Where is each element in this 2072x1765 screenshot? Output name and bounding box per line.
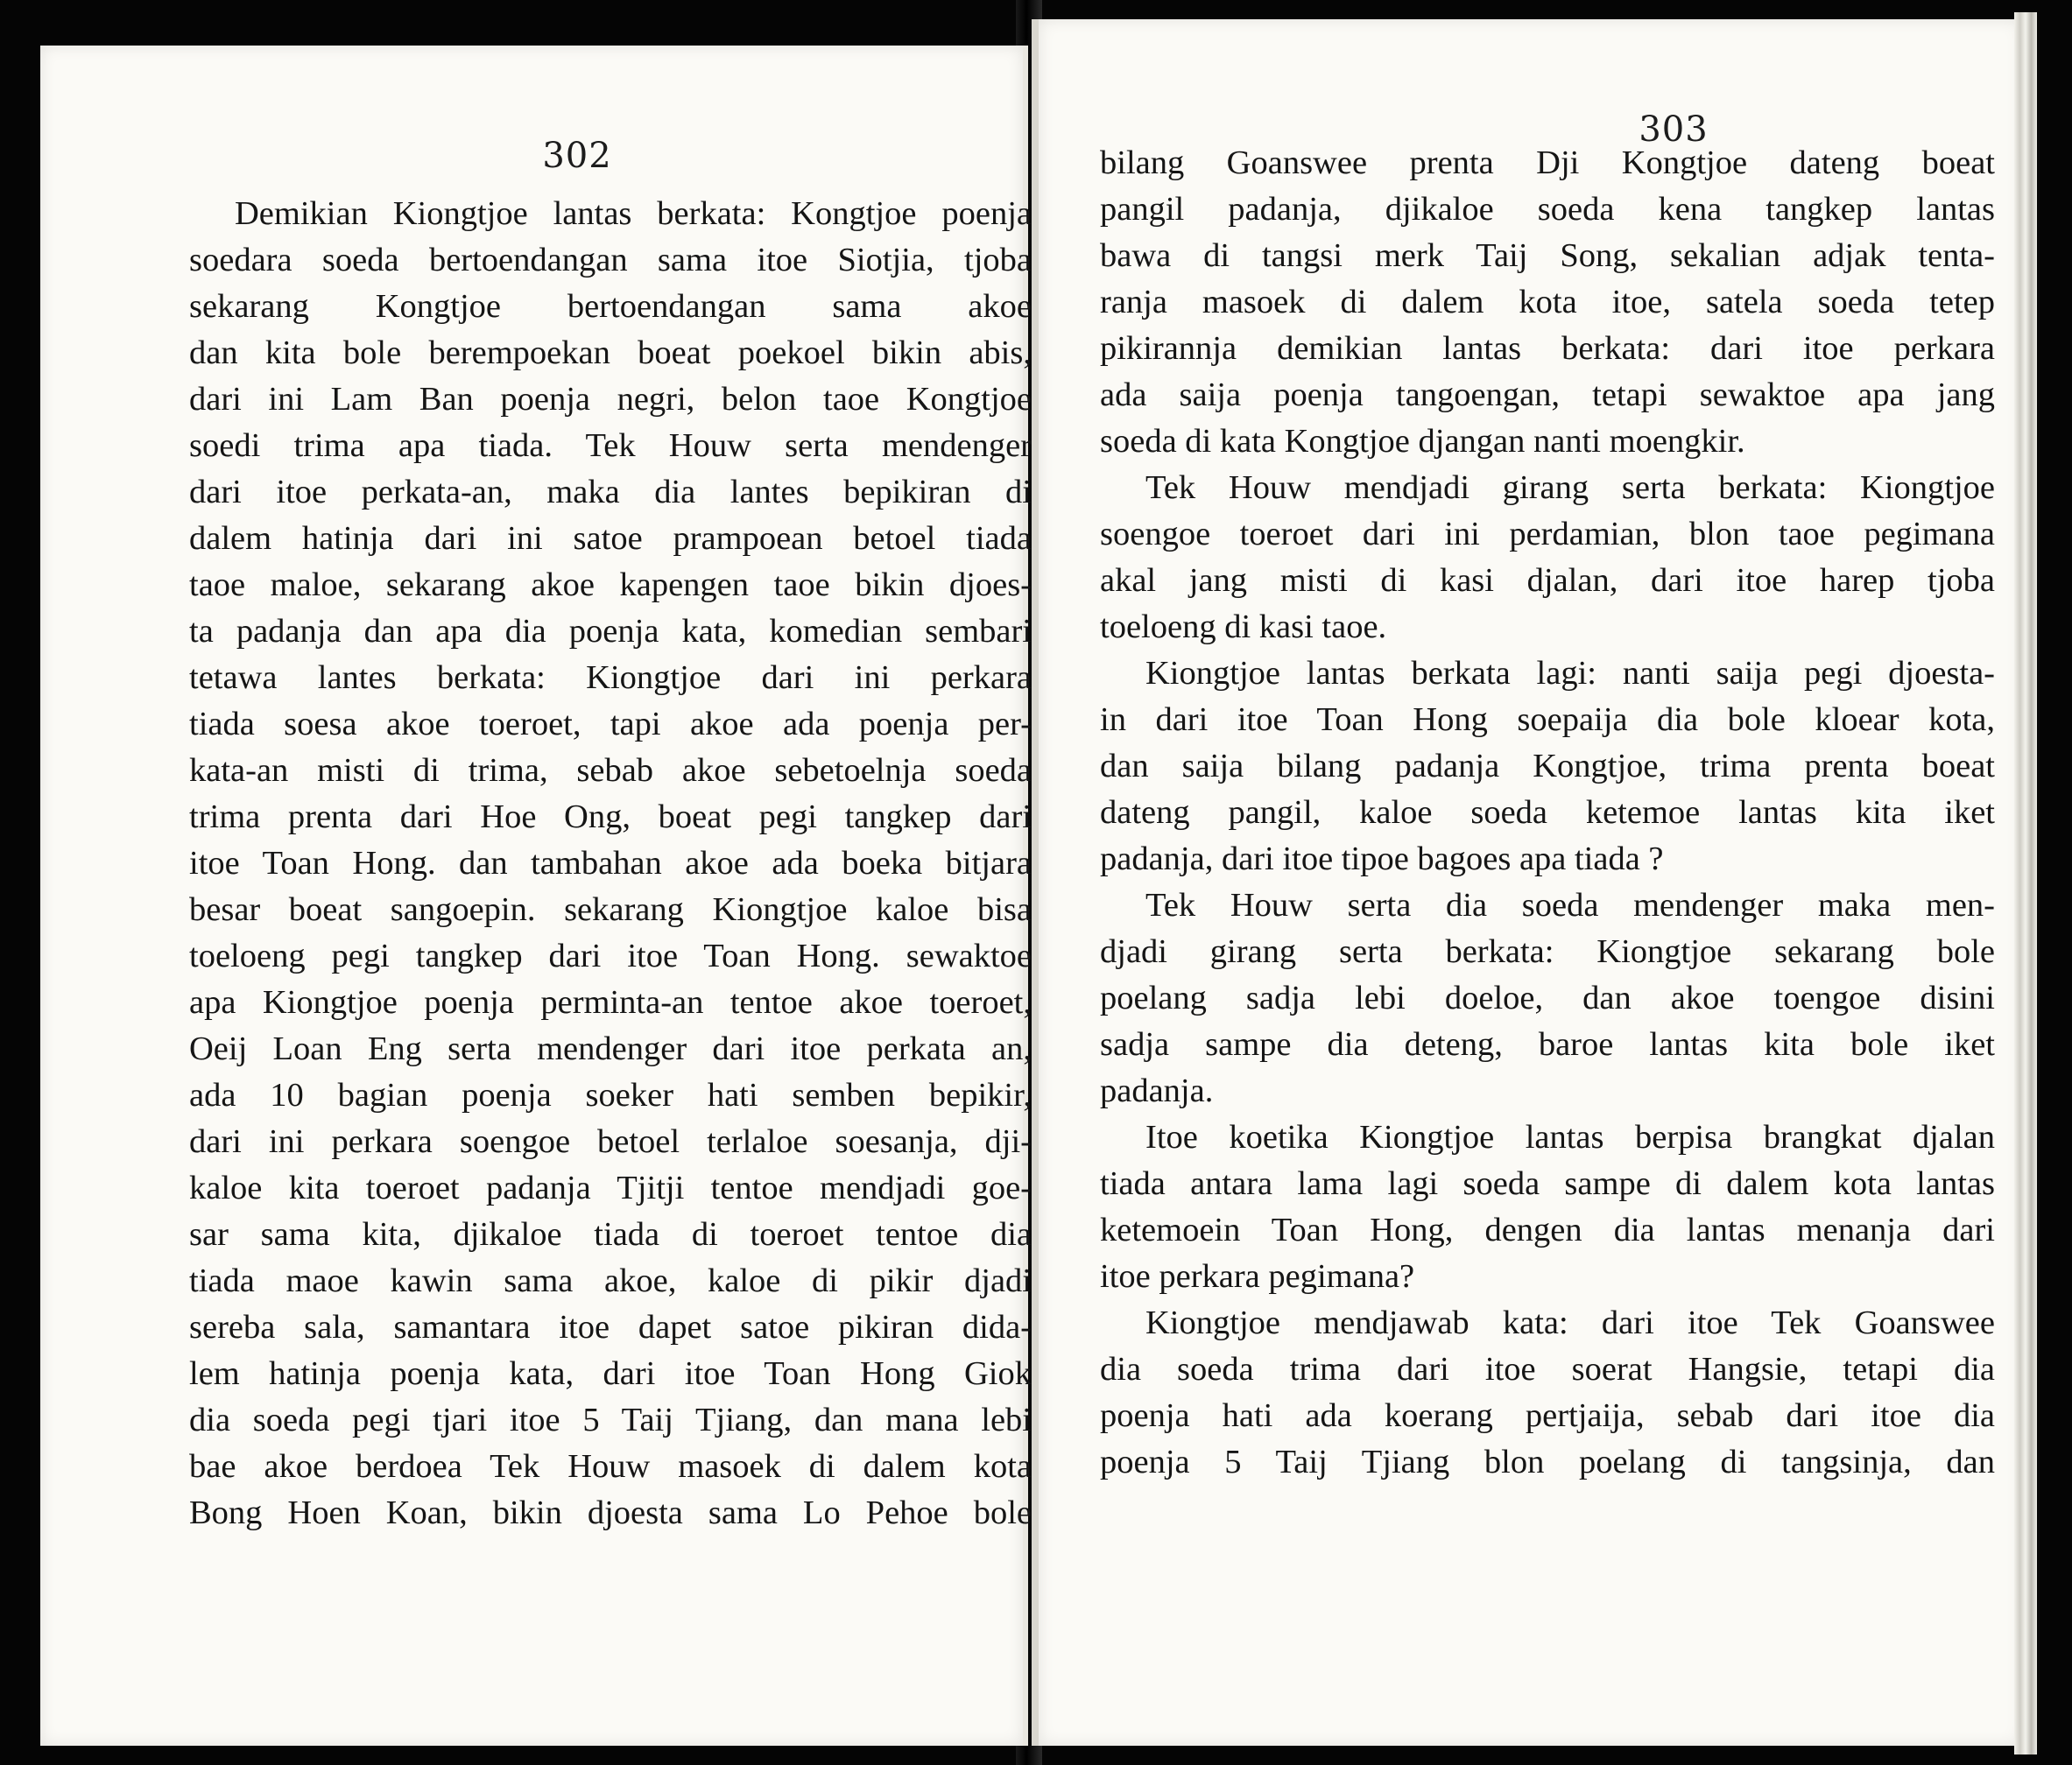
- left-page-line: kaloe kita toeroet padanja Tjitji tentoe mendjadi goe-: [189, 1170, 1032, 1206]
- right-page-line: ada saija poenja tangoengan, tetapi sewaktoe apa jang: [1100, 376, 1995, 413]
- right-page-line: Tek Houw serta dia soeda mendenger maka men-: [1145, 887, 1995, 924]
- right-page-line: Tek Houw mendjadi girang serta berkata: Kiongtjoe: [1145, 469, 1995, 506]
- left-page-line: sereba sala, samantara itoe dapet satoe pikiran dida-: [189, 1309, 1032, 1346]
- right-page-line: in dari itoe Toan Hong soepaija dia bole kloear kota,: [1100, 701, 1995, 738]
- left-page-line: itoe Toan Hong. dan tambahan akoe ada boeka bitjara: [189, 845, 1032, 882]
- right-page-line: pangil padanja, djikaloe soeda kena tangkep lantas: [1100, 191, 1995, 228]
- left-page-line: kata-an misti di trima, sebab akoe sebetoelnja soeda: [189, 752, 1032, 789]
- left-page-line: soedara soeda bertoendangan sama itoe Siotjia, tjoba: [189, 242, 1032, 278]
- right-page-line: bilang Goanswee prenta Dji Kongtjoe dateng boeat: [1100, 144, 1995, 181]
- left-page-text: [189, 191, 1032, 1536]
- left-page-line: tiada soesa akoe toeroet, tapi akoe ada poenja per-: [189, 706, 1032, 742]
- right-page-line: sadja sampe dia deteng, baroe lantas kita bole iket: [1100, 1026, 1995, 1063]
- left-page-line: dalem hatinja dari ini satoe prampoean betoel tiada: [189, 520, 1032, 557]
- right-page-text: [1100, 140, 1995, 1486]
- right-page-line: toeloeng di kasi taoe.: [1100, 608, 1387, 645]
- left-page-line: ada 10 bagian poenja soeker hati semben bepikir,: [189, 1077, 1032, 1114]
- right-page-line: Kiongtjoe lantas berkata lagi: nanti saija pegi djoesta-: [1145, 655, 1995, 692]
- left-page-number: 302: [542, 136, 612, 176]
- left-page-line: tiada maoe kawin sama akoe, kaloe di pikir djadi: [189, 1262, 1032, 1299]
- right-page-line: padanja.: [1100, 1072, 1214, 1109]
- left-page-line: tetawa lantes berkata: Kiongtjoe dari ini perkara: [189, 659, 1032, 696]
- left-page-line: dari ini Lam Ban poenja negri, belon taoe Kongtjoe: [189, 381, 1032, 418]
- left-page-line: sekarang Kongtjoe bertoendangan sama akoe: [189, 288, 1032, 325]
- right-page-line: poelang sadja lebi doeloe, dan akoe toengoe disini: [1100, 980, 1995, 1016]
- right-page-line: soeda di kata Kongtjoe djangan nanti moengkir.: [1100, 423, 1745, 460]
- right-page-line: soengoe toeroet dari ini perdamian, blon taoe pegimana: [1100, 516, 1995, 552]
- left-page-line: sar sama kita, djikaloe tiada di toeroet tentoe dia: [189, 1216, 1032, 1253]
- right-page-line: Kiongtjoe mendjawab kata: dari itoe Tek Goanswee: [1145, 1304, 1995, 1341]
- right-page-number: 303: [1639, 109, 1709, 150]
- right-page-line: ketemoein Toan Hong, dengen dia lantas menanja dari: [1100, 1212, 1995, 1248]
- right-page-line: pikirannja demikian lantas berkata: dari itoe perkara: [1100, 330, 1995, 367]
- left-page-line: bae akoe berdoea Tek Houw masoek di dalem kota: [189, 1448, 1032, 1485]
- left-page-line: dari ini perkara soengoe betoel terlaloe soesanja, dji-: [189, 1123, 1032, 1160]
- left-page-line: Bong Hoen Koan, bikin djoesta sama Lo Pehoe bole: [189, 1494, 1032, 1531]
- left-page: [40, 46, 1032, 1746]
- right-page: [1032, 19, 2021, 1746]
- left-page-line: soedi trima apa tiada. Tek Houw serta mendenger: [189, 427, 1032, 464]
- left-page-line: dan kita bole berempoekan boeat poekoel bikin abis,: [189, 334, 1032, 371]
- left-page-line: lem hatinja poenja kata, dari itoe Toan Hong Giok: [189, 1355, 1032, 1392]
- right-page-edge: [2014, 12, 2037, 1754]
- right-page-line: dia soeda trima dari itoe soerat Hangsie, tetapi dia: [1100, 1351, 1995, 1388]
- left-page-line: ta padanja dan apa dia poenja kata, komedian sembari: [189, 613, 1032, 650]
- right-page-line: akal jang misti di kasi djalan, dari itoe harep tjoba: [1100, 562, 1995, 599]
- right-page-line: poenja hati ada koerang pertjaija, sebab dari itoe dia: [1100, 1397, 1995, 1434]
- left-page-line: trima prenta dari Hoe Ong, boeat pegi tangkep dari: [189, 798, 1032, 835]
- left-page-line: besar boeat sangoepin. sekarang Kiongtjoe kaloe bisa: [189, 891, 1032, 928]
- right-page-line: itoe perkara pegimana?: [1100, 1258, 1415, 1295]
- right-page-line: poenja 5 Taij Tjiang blon poelang di tangsinja, dan: [1100, 1444, 1995, 1480]
- left-page-line: taoe maloe, sekarang akoe kapengen taoe bikin djoes-: [189, 566, 1032, 603]
- right-page-line: dateng pangil, kaloe soeda ketemoe lantas kita iket: [1100, 794, 1995, 831]
- right-page-line: padanja, dari itoe tipoe bagoes apa tiada ?: [1100, 840, 1664, 877]
- right-page-line: Itoe koetika Kiongtjoe lantas berpisa brangkat djalan: [1145, 1119, 1995, 1156]
- right-page-line: bawa di tangsi merk Taij Song, sekalian adjak tenta-: [1100, 237, 1995, 274]
- left-page-line: Oeij Loan Eng serta mendenger dari itoe perkata an,: [189, 1030, 1032, 1067]
- left-page-line: toeloeng pegi tangkep dari itoe Toan Hong. sewaktoe: [189, 938, 1032, 974]
- left-page-line: dia soeda pegi tjari itoe 5 Taij Tjiang, dan mana lebi: [189, 1402, 1032, 1438]
- right-page-line: dan saija bilang padanja Kongtjoe, trima prenta boeat: [1100, 748, 1995, 784]
- right-page-line: djadi girang serta berkata: Kiongtjoe sekarang bole: [1100, 933, 1995, 970]
- left-page-line: dari itoe perkata-an, maka dia lantes bepikiran di: [189, 474, 1032, 510]
- right-page-line: ranja masoek di dalem kota itoe, satela soeda tetep: [1100, 284, 1995, 320]
- left-page-line: apa Kiongtjoe poenja perminta-an tentoe akoe toeroet,: [189, 984, 1032, 1021]
- left-page-line: Demikian Kiongtjoe lantas berkata: Kongtjoe poenja: [235, 195, 1032, 232]
- right-page-line: tiada antara lama lagi soeda sampe di dalem kota lantas: [1100, 1165, 1995, 1202]
